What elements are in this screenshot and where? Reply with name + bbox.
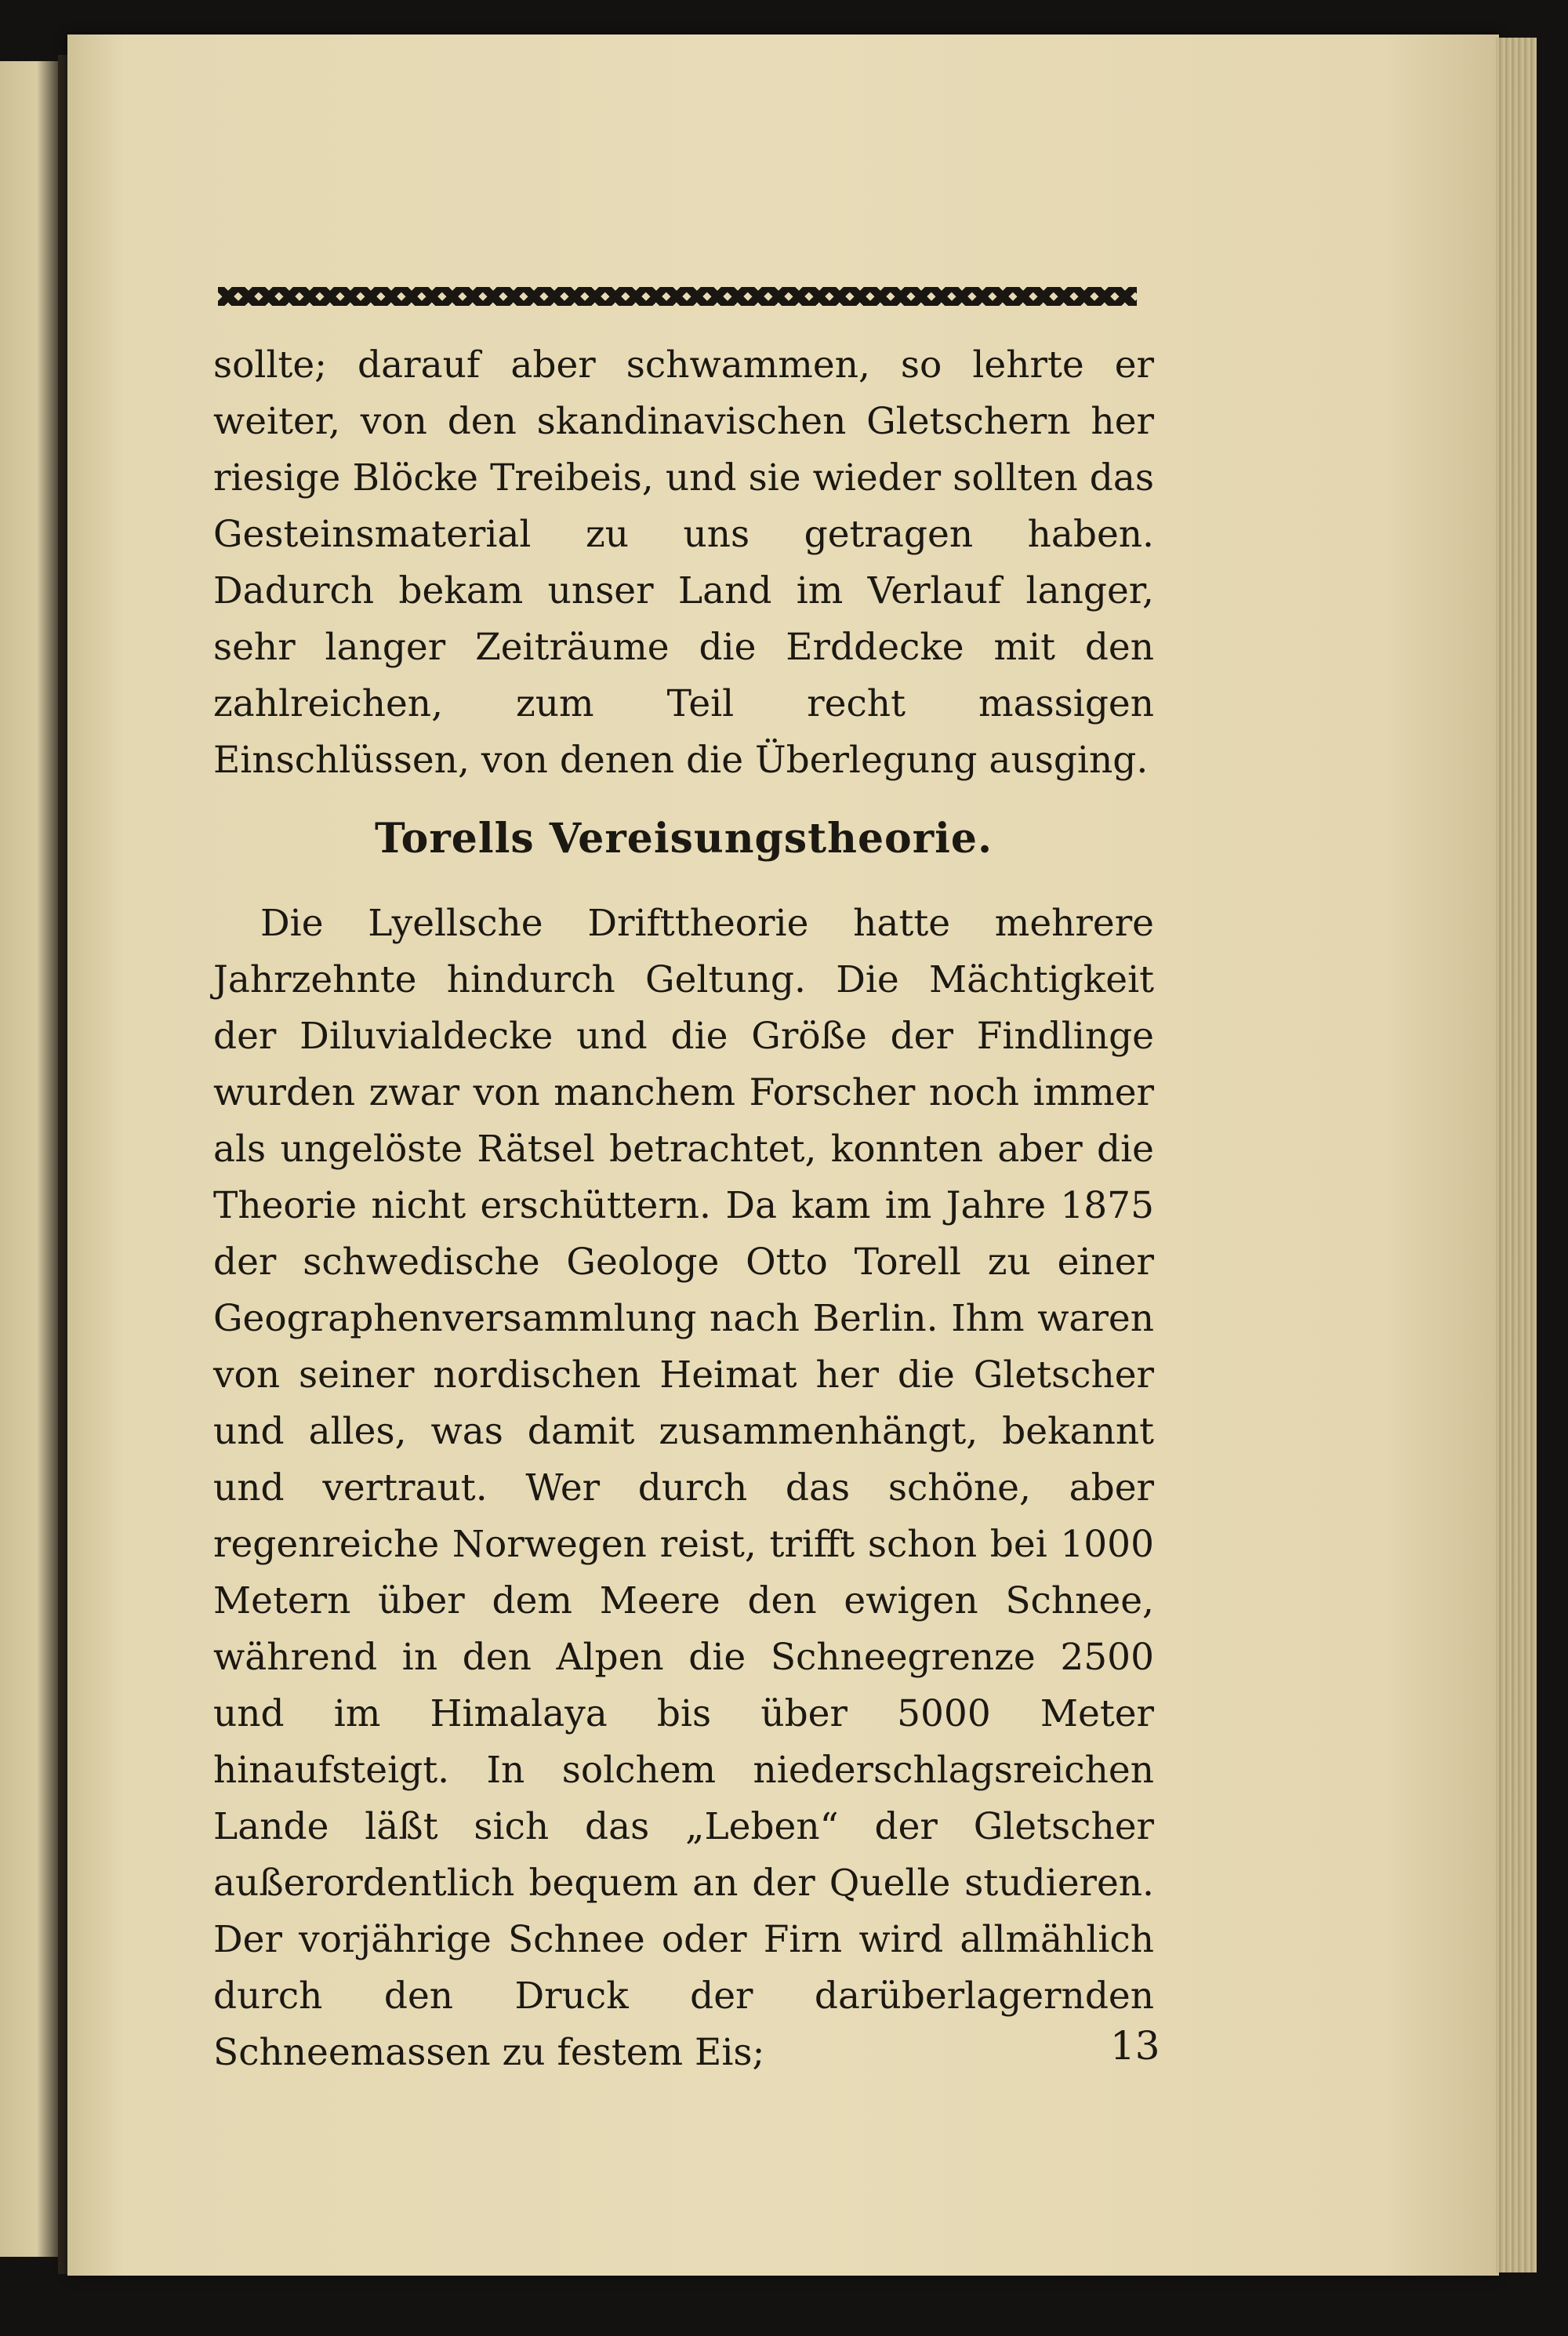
facing-page-edge — [0, 61, 61, 2257]
page-number: 13 — [1110, 2023, 1160, 2069]
page-text — [213, 337, 1154, 2081]
page-stack-edge — [1496, 38, 1537, 2272]
section-heading: Torells Vereisungstheorie. — [374, 815, 993, 863]
decorative-header-rule — [218, 287, 1137, 306]
continuation-paragraph: sollte; darauf aber schwammen, so lehrte er weiter, von den skandinavischen Gletschern her riesige Blöcke Treibeis, und sie wieder sollten das Gesteinsmaterial zu uns getragen haben. Dadurch bekam unser Land im Verlauf langer, sehr langer Zeiträume die Erddecke mit den zahlreichen, zum Teil recht massigen Einschlüssen, von denen die Überlegung ausging. — [213, 343, 1154, 782]
body-paragraph: Die Lyellsche Drifttheorie hatte mehrere Jahrzehnte hindurch Geltung. Die Mächtigkeit der Diluvialdecke und die Größe der Findlinge wurden zwar von manchem Forscher noch immer als ungelöste Rätsel betrachtet, konnten aber die Theorie nicht erschüttern. Da kam im Jahre 1875 der schwedische Geologe Otto Torell zu einer Geographenversammlung nach Berlin. Ihm waren von seiner nordischen Heimat her die Gletscher und alles, was damit zusammenhängt, bekannt und vertraut. Wer durch das schöne, aber regenreiche Norwegen reist, trifft schon bei 1000 Metern über dem Meere den ewigen Schnee, während in den Alpen die Schneegrenze 2500 und im Himalaya bis über 5000 Meter hinaufsteigt. In solchem niederschlagsreichen Lande läßt sich das „Leben“ der Gletscher außerordentlich bequem an der Quelle studieren. Der vorjährige Schnee oder Firn wird allmählich durch den Druck der darüberlagernden Schneemassen zu festem Eis; — [213, 902, 1154, 2074]
